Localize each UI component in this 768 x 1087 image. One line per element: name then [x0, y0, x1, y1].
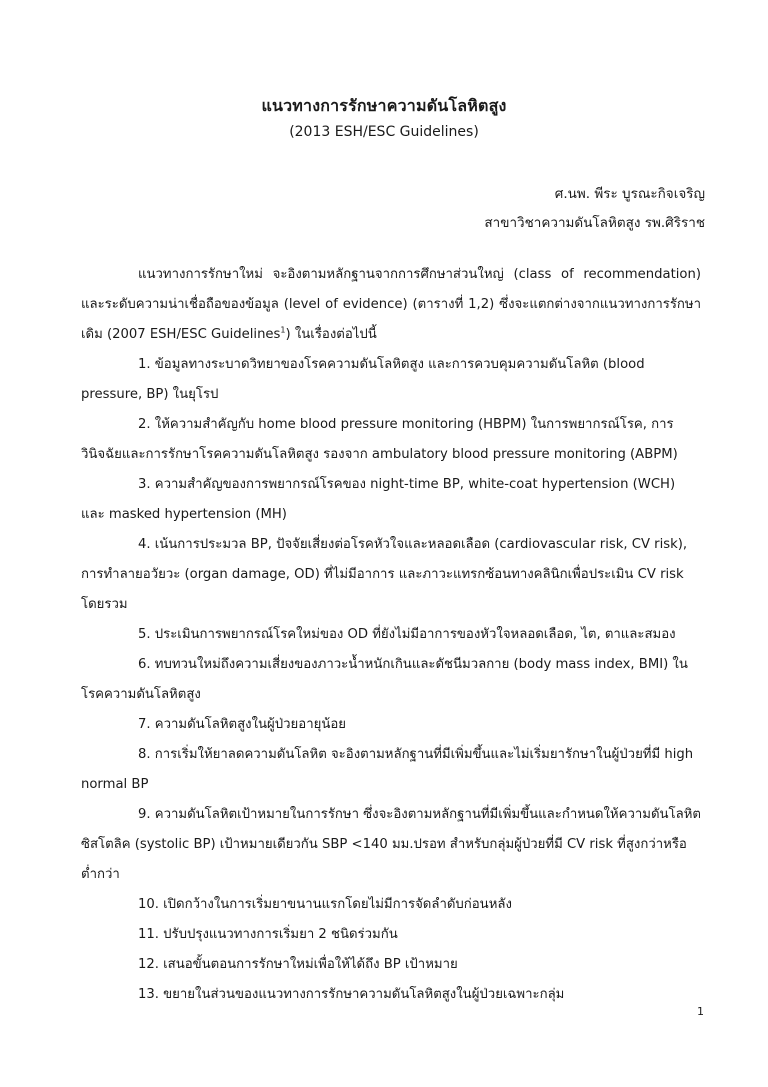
- intro-text-end: ) ในเรื่องต่อไปนี้: [285, 327, 377, 342]
- list-item: 10. เปิดกว้างในการเริ่มยาขนานแรกโดยไม่มีการจัดลำดับก่อนหลัง: [138, 897, 512, 912]
- document-body: [81, 260, 701, 1010]
- footnote-reference: 1: [280, 325, 286, 335]
- list-item: 1. ข้อมูลทางระบาดวิทยาของโรคความดันโลหิตสูง และการควบคุมความดันโลหิต (blood pressure, BP) ในยุโรป: [81, 357, 645, 402]
- list-item: 8. การเริ่มให้ยาลดความดันโลหิต จะอิงตามหลักฐานที่มีเพิ่มขึ้นและไม่เริ่มยารักษาในผู้ป่วยที่มี high normal BP: [81, 747, 694, 792]
- list-item: 6. ทบทวนใหม่ถึงความเสี่ยงของภาวะน้ำหนักเกินและดัชนีมวลกาย (body mass index, BMI) ในโรคความดันโลหิตสูง: [81, 657, 688, 702]
- author-department: สาขาวิชาความดันโลหิตสูง รพ.ศิริราช: [484, 215, 705, 231]
- author-name: ศ.นพ. พีระ บูรณะกิจเจริญ: [554, 186, 705, 202]
- list-item: 5. ประเมินการพยากรณ์โรคใหม่ของ OD ที่ยังไม่มีอาการของหัวใจหลอดเลือด, ไต, ตาและสมอง: [138, 627, 676, 642]
- intro-paragraph: [81, 260, 701, 350]
- list-item: 4. เน้นการประมวล BP, ปัจจัยเสี่ยงต่อโรคหัวใจและหลอดเลือด (cardiovascular risk, CV risk), การทำลายอวัยวะ (organ damage, OD) ที่ไม่มีอาการ และภาวะแทรกซ้อนทางคลินิกเพื่อประเมิน CV risk โดยรวม: [81, 537, 688, 612]
- list-item: 13. ขยายในส่วนของแนวทางการรักษาความดันโลหิตสูงในผู้ป่วยเฉพาะกลุ่ม: [138, 987, 565, 1002]
- list-item: 9. ความดันโลหิตเป้าหมายในการรักษา ซึ่งจะอิงตามหลักฐานที่มีเพิ่มขึ้นและกำหนดให้ความดันโลหิตซิสโตลิค (systolic BP) เป้าหมายเดียวกัน SBP <140 มม.ปรอท สำหรับกลุ่มผู้ป่วยที่มี CV risk ที่สูงกว่าหรือต่ำกว่า: [81, 807, 701, 882]
- document-title: แนวทางการรักษาความดันโลหิตสูง: [261, 96, 507, 115]
- list-item: 11. ปรับปรุงแนวทางการเริ่มยา 2 ชนิดร่วมกัน: [138, 927, 398, 942]
- document-subtitle: (2013 ESH/ESC Guidelines): [289, 124, 479, 140]
- list-item: 2. ให้ความสำคัญกับ home blood pressure monitoring (HBPM) ในการพยากรณ์โรค, การวินิจฉัยและการรักษาโรคความดันโลหิตสูง รองจาก ambulatory blood pressure monitoring (ABPM): [81, 417, 678, 462]
- list-item: 12. เสนอขั้นตอนการรักษาใหม่เพื่อให้ได้ถึง BP เป้าหมาย: [138, 957, 458, 972]
- page-number: 1: [697, 1005, 704, 1018]
- list-item: 7. ความดันโลหิตสูงในผู้ป่วยอายุน้อย: [138, 717, 346, 732]
- intro-text: แนวทางการรักษาใหม่ จะอิงตามหลักฐานจากการศึกษาส่วนใหญ่ (class of recommendation) และระดับความน่าเชื่อถือของข้อมูล (level of evidence) (ตารางที่ 1,2) ซึ่งจะแตกต่างจากแนวทางการรักษาเดิม (2007 ESH/ESC Guidelines: [81, 267, 701, 342]
- list-item: 3. ความสำคัญของการพยากรณ์โรคของ night-time BP, white-coat hypertension (WCH) และ masked hypertension (MH): [81, 477, 676, 522]
